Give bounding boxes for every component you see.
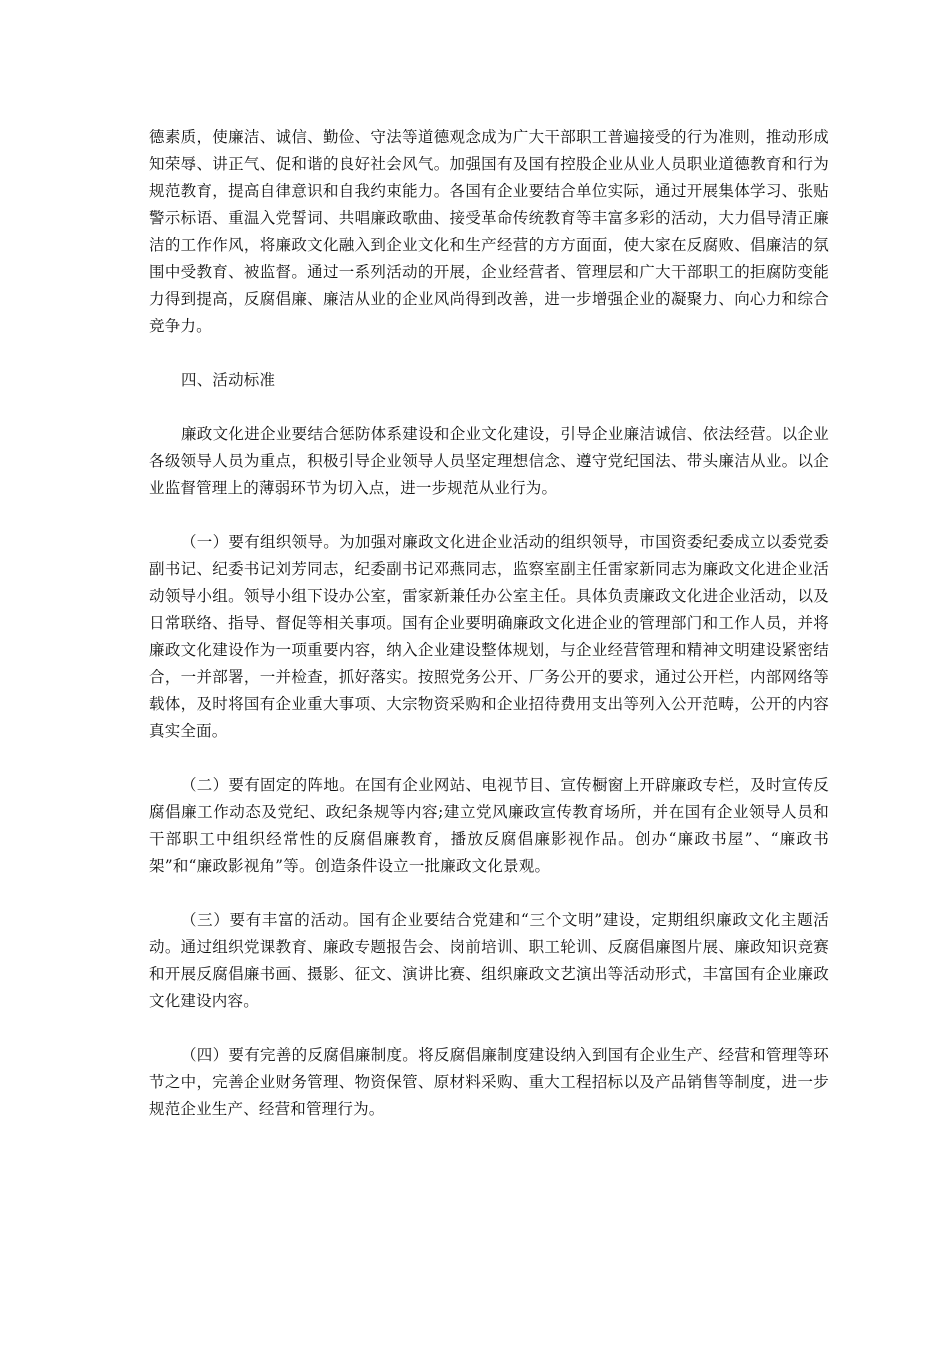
section-heading-activity-standards: 四、活动标准 xyxy=(181,371,276,389)
document-page xyxy=(149,124,829,1123)
paragraph-item-4: （四）要有完善的反腐倡廉制度。将反腐倡廉制度建设纳入到国有企业生产、经营和管理等环节之中，完善企业财务管理、物资保管、原材料采购、重大工程招标以及产品销售等制度，进一步规范企业生产、经营和管理行为。 xyxy=(149,1046,829,1118)
paragraph-item-1: （一）要有组织领导。为加强对廉政文化进企业活动的组织领导，市国资委纪委成立以委党委副书记、纪委书记刘芳同志，纪委副书记邓燕同志，监察室副主任雷家新同志为廉政文化进企业活动领导小组。领导小组下设办公室，雷家新兼任办公室主任。具体负责廉政文化进企业活动，以及日常联络、指导、督促等相关事项。国有企业要明确廉政文化进企业的管理部门和工作人员，并将廉政文化建设作为一项重要内容，纳入企业建设整体规划，与企业经营管理和精神文明建设紧密结合，一并部署，一并检查，抓好落实。按照党务公开、厂务公开的要求，通过公开栏，内部网络等载体，及时将国有企业重大事项、大宗物资采购和企业招待费用支出等列入公开范畴，公开的内容真实全面。 xyxy=(149,533,829,740)
paragraph-item-3: （三）要有丰富的活动。国有企业要结合党建和“三个文明”建设，定期组织廉政文化主题活动。通过组织党课教育、廉政专题报告会、岗前培训、职工轮训、反腐倡廉图片展、廉政知识竞赛和开展反腐倡廉书画、摄影、征文、演讲比赛、组织廉政文艺演出等活动形式，丰富国有企业廉政文化建设内容。 xyxy=(149,911,829,1010)
paragraph-item-2: （二）要有固定的阵地。在国有企业网站、电视节目、宣传橱窗上开辟廉政专栏，及时宣传反腐倡廉工作动态及党纪、政纪条规等内容;建立党风廉政宣传教育场所，并在国有企业领导人员和干部职工中组织经常性的反腐倡廉教育，播放反腐倡廉影视作品。创办“廉政书屋”、“廉政书架”和“廉政影视角”等。创造条件设立一批廉政文化景观。 xyxy=(149,776,829,875)
paragraph-continuation: 德素质，使廉洁、诚信、勤俭、守法等道德观念成为广大干部职工普遍接受的行为准则，推动形成知荣辱、讲正气、促和谐的良好社会风气。加强国有及国有控股企业从业人员职业道德教育和行为规范教育，提高自律意识和自我约束能力。各国有企业要结合单位实际，通过开展集体学习、张贴警示标语、重温入党誓词、共唱廉政歌曲、接受革命传统教育等丰富多彩的活动，大力倡导清正廉洁的工作作风，将廉政文化融入到企业文化和生产经营的方方面面，使大家在反腐败、倡廉洁的氛围中受教育、被监督。通过一系列活动的开展，企业经营者、管理层和广大干部职工的拒腐防变能力得到提高，反腐倡廉、廉洁从业的企业风尚得到改善，进一步增强企业的凝聚力、向心力和综合竞争力。 xyxy=(149,128,829,335)
paragraph-standards-intro: 廉政文化进企业要结合惩防体系建设和企业文化建设，引导企业廉洁诚信、依法经营。以企业各级领导人员为重点，积极引导企业领导人员坚定理想信念、遵守党纪国法、带头廉洁从业。以企业监督管理上的薄弱环节为切入点，进一步规范从业行为。 xyxy=(149,425,829,497)
